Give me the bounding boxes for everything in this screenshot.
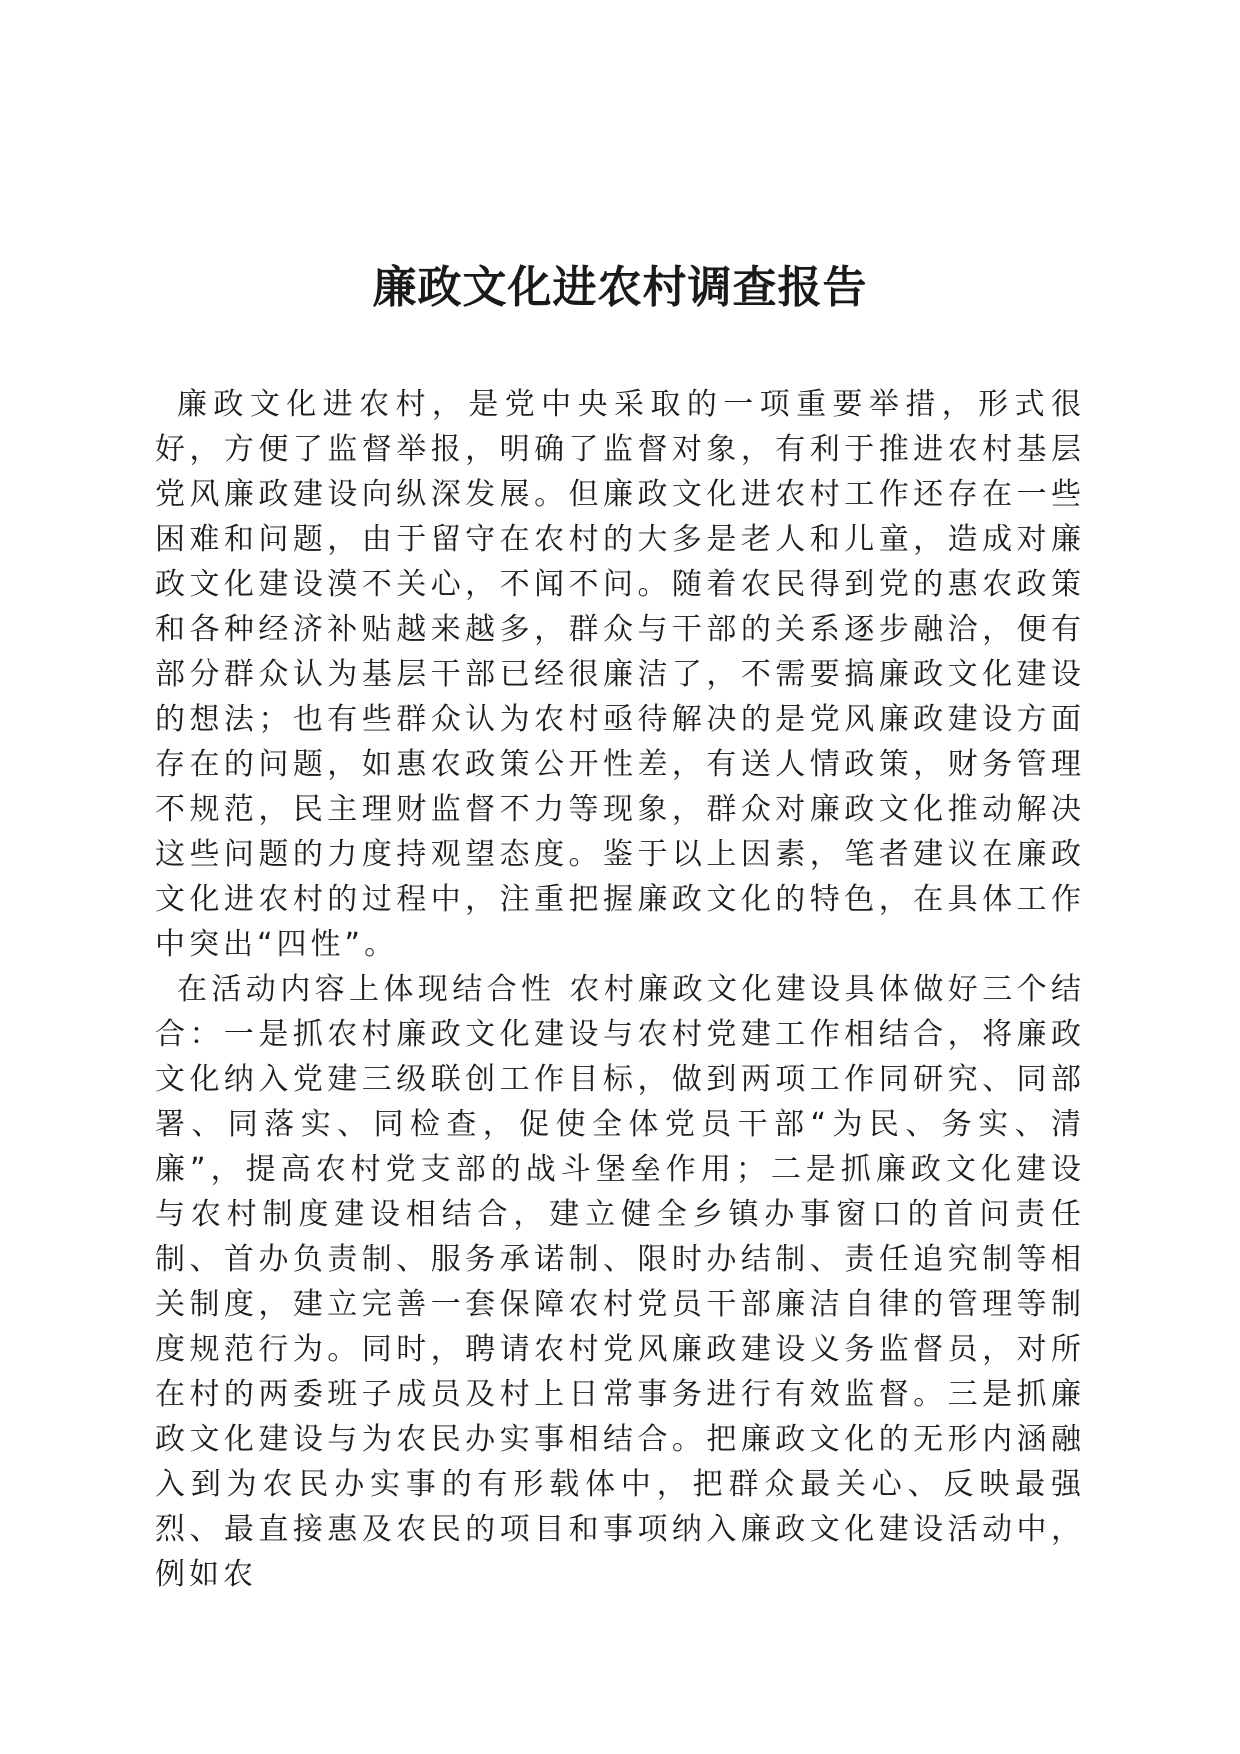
- paragraph-intro: 廉政文化进农村，是党中央采取的一项重要举措，形式很好，方便了监督举报，明确了监督对象，有利于推进农村基层党风廉政建设向纵深发展。但廉政文化进农村工作还存在一些困难和问题，由于留守在农村的大多是老人和儿童，造成对廉政文化建设漠不关心，不闻不问。随着农民得到党的惠农政策和各种经济补贴越来越多，群众与干部的关系逐步融洽，便有部分群众认为基层干部已经很廉洁了，不需要搞廉政文化建设的想法；也有些群众认为农村亟待解决的是党风廉政建设方面存在的问题，如惠农政策公开性差，有送人情政策，财务管理不规范，民主理财监督不力等现象，群众对廉政文化推动解决这些问题的力度持观望态度。鉴于以上因素，笔者建议在廉政文化进农村的过程中，注重把握廉政文化的特色，在具体工作中突出“四性”。: [155, 387, 1085, 962]
- paragraph-content-integration: 在活动内容上体现结合性 农村廉政文化建设具体做好三个结合：一是抓农村廉政文化建设与农村党建工作相结合，将廉政文化纳入党建三级联创工作目标，做到两项工作同研究、同部署、同落实、同检查，促使全体党员干部“为民、务实、清廉”，提高农村党支部的战斗堡垒作用；二是抓廉政文化建设与农村制度建设相结合，建立健全乡镇办事窗口的首问责任制、首办负责制、服务承诺制、限时办结制、责任追究制等相关制度，建立完善一套保障农村党员干部廉洁自律的管理等制度规范行为。同时，聘请农村党风廉政建设义务监督员，对所在村的两委班子成员及村上日常事务进行有效监督。三是抓廉政文化建设与为农民办实事相结合。把廉政文化的无形内涵融入到为农民办实事的有形载体中，把群众最关心、反映最强烈、最直接惠及农民的项目和事项纳入廉政文化建设活动中，例如农: [155, 972, 1085, 1592]
- document-title: 廉政文化进农村调查报告: [372, 262, 868, 313]
- document-body: [155, 382, 1085, 1597]
